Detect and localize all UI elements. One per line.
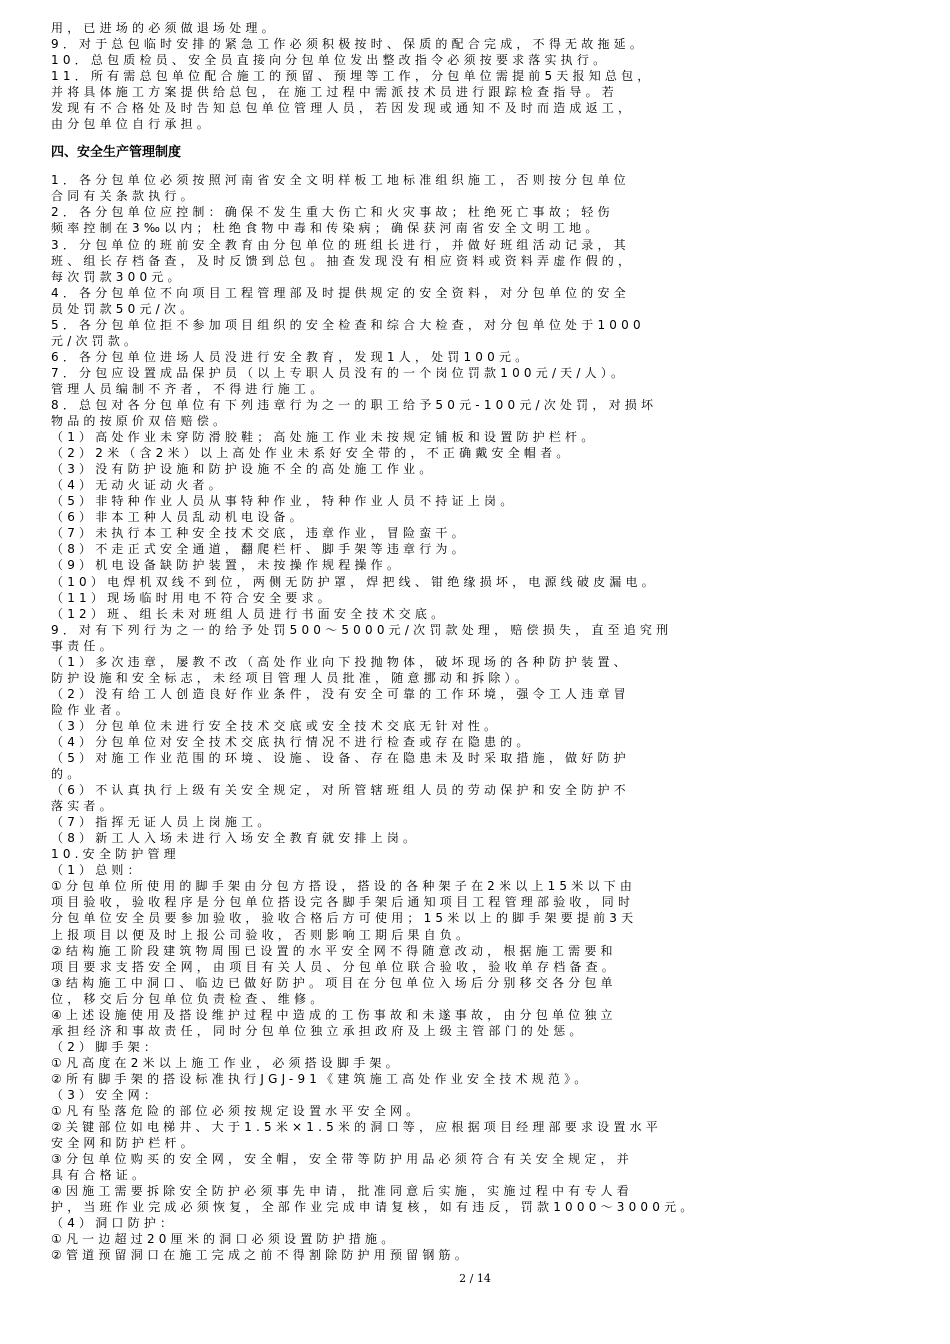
- text-line: （5）对施工作业范围的环境、设施、设备、存在隐患未及时采取措施，做好防护: [51, 751, 630, 766]
- text-line: ④上述设施使用及搭设维护过程中造成的工伤事故和未遂事故，由分包单位独立: [51, 1007, 617, 1022]
- text-line: （3）安全网：: [51, 1088, 161, 1102]
- text-line: 由分包单位自行承担。: [51, 117, 214, 132]
- text-line: 险作业者。: [51, 702, 133, 717]
- text-line: 3．分包单位的班前安全教育由分包单位的班组长进行，并做好班组活动记录，其: [51, 237, 630, 252]
- text-line: 上报项目以便及时上报公司验收，否则影响工期后果自负。: [51, 927, 473, 942]
- text-line: （1）多次违章，屡教不改（高处作业向下投抛物体，破坏现场的各种防护装置、: [51, 654, 630, 669]
- text-line: 8．总包对各分包单位有下列违章行为之一的职工给予50元-100元/次处罚，对损坏: [51, 397, 658, 412]
- text-line: 10.安全防护管理: [51, 847, 180, 862]
- text-line: （6）非本工种人员乱动机电设备。: [51, 510, 306, 525]
- text-line: ②管道预留洞口在施工完成之前不得割除防护用预留钢筋。: [51, 1248, 471, 1263]
- text-line: （5）非特种作业人员从事特种作业，特种作业人员不持证上岗。: [51, 494, 517, 509]
- text-line: 每次罚款300元。: [51, 269, 184, 284]
- text-line: ②所有脚手架的搭设标准执行JGJ-91《建筑施工高处作业安全技术规范》。: [51, 1071, 591, 1086]
- text-line: （4）分包单位对安全技术交底执行情况不进行检查或存在隐患的。: [51, 734, 533, 749]
- text-line: 5．各分包单位拒不参加项目组织的安全检查和综合大检查，对分包单位处于1000: [51, 317, 645, 332]
- text-line: 项目要求支搭安全网，由项目有关人员、分包单位联合验收，验收单存档备查。: [51, 959, 619, 974]
- text-line: 员处罚款50元/次。: [51, 301, 197, 316]
- paragraph-block-main: [51, 172, 899, 1263]
- text-line: 频率控制在3‰以内；杜绝食物中毒和传染病；确保获河南省安全文明工地。: [51, 221, 602, 236]
- text-line: 的。: [51, 767, 84, 782]
- text-line: 防护设施和安全标志，未经项目管理人员批准，随意挪动和拆除）。: [51, 670, 532, 685]
- text-line: 位，移交后分包单位负责检查、维修。: [51, 991, 327, 1006]
- text-line: ②结构施工阶段建筑物周围已设置的水平安全网不得随意改动，根据施工需要和: [51, 943, 617, 958]
- text-line: 承担经济和事故责任，同时分包单位独立承担政府及上级主管部门的处惩。: [51, 1023, 586, 1038]
- text-line: （12）班、组长未对班组人员进行书面安全技术交底。: [51, 606, 448, 621]
- text-line: 安全网和防护栏杆。: [51, 1136, 197, 1151]
- text-line: 分包单位安全员要参加验收，验收合格后方可使用；15米以上的脚手架要提前3天: [51, 911, 638, 926]
- paragraph-block-top: [51, 20, 899, 132]
- text-line: ①凡一边超过20厘米的洞口必须设置防护措施。: [51, 1232, 398, 1247]
- text-line: 管理人员编制不齐者，不得进行施工。: [51, 381, 327, 396]
- section-heading: 四、安全生产管理制度: [51, 145, 182, 161]
- text-line: （7）指挥无证人员上岗施工。: [51, 815, 274, 830]
- text-line: 6．各分包单位进场人员没进行安全教育，发现1人，处罚100元。: [51, 349, 532, 364]
- text-line: （2）2米（含2米）以上高处作业未系好安全带的，不正确戴安全帽者。: [51, 446, 573, 461]
- text-line: ④因施工需要拆除安全防护必须事先申请，批准同意后实施，实施过程中有专人看: [51, 1184, 633, 1199]
- text-line: ①凡有坠落危险的部位必须按规定设置水平安全网。: [51, 1104, 423, 1119]
- text-line: （1）总则：: [51, 863, 144, 878]
- text-line: （8）新工人入场未进行入场安全教育就安排上岗。: [51, 831, 420, 846]
- text-line: 4．各分包单位不向项目工程管理部及时提供规定的安全资料，对分包单位的安全: [51, 285, 630, 300]
- text-line: （8）不走正式安全通道，翻爬栏杆、脚手架等违章行为。: [51, 542, 468, 557]
- text-line: 10．总包质检员、安全员直接向分包单位发出整改指令必须按要求落实执行。: [51, 53, 610, 68]
- text-line: 项目验收，验收程序是分包单位搭设完各脚手架后通知项目工程管理部验收，同时: [51, 895, 635, 910]
- page-number: 2 / 14: [459, 1272, 491, 1285]
- text-line: 合同有关条款执行。: [51, 189, 197, 204]
- text-line: （9）机电设备缺防护装置，未按操作规程操作。: [51, 558, 404, 573]
- text-line: （1）高处作业未穿防滑胶鞋；高处施工作业未按规定铺板和设置防护栏杆。: [51, 430, 598, 445]
- text-line: （4）无动火证动火者。: [51, 478, 225, 493]
- text-line: 班、组长存档备查，及时反馈到总包。抽查发现没有相应资料或资料弄虚作假的，: [51, 253, 635, 268]
- text-line: （2）脚手架：: [51, 1039, 161, 1054]
- text-line: 9．对有下列行为之一的给予处罚500～5000元/次罚款处理，赔偿损失，直至追究刑: [51, 622, 673, 637]
- text-line: ③分包单位购买的安全网，安全帽，安全带等防护用品必须符合有关安全规定，并: [51, 1152, 633, 1167]
- text-line: （2）没有给工人创造良好作业条件，没有安全可靠的工作环境，强令工人违章冒: [51, 686, 630, 701]
- text-line: （3）没有防护设施和防护设施不全的高处施工作业。: [51, 462, 436, 477]
- text-line: 事责任。: [51, 638, 116, 653]
- text-line: 用，已进场的必须做退场处理。: [51, 21, 278, 35]
- text-line: ①分包单位所使用的脚手架由分包方搭设，搭设的各种架子在2米以上15米以下由: [51, 879, 637, 894]
- text-line: （11）现场临时用电不符合安全要求。: [51, 590, 334, 605]
- text-line: （10）电焊机双线不到位，两侧无防护罩，焊把线、钳绝缘损坏，电源线破皮漏电。: [51, 574, 658, 589]
- text-line: 发现有不合格处及时告知总包单位管理人员，若因发现或通知不及时而造成返工，: [51, 101, 635, 116]
- text-line: （7）未执行本工种安全技术交底，违章作业，冒险蛮干。: [51, 526, 468, 541]
- text-line: （6）不认真执行上级有关安全规定，对所管辖班组人员的劳动保护和安全防护不: [51, 783, 630, 798]
- text-line: ③结构施工中洞口、临边已做好防护。项目在分包单位入场后分别移交各分包单: [51, 975, 617, 990]
- text-line: 具有合格证。: [51, 1168, 149, 1183]
- text-line: （3）分包单位未进行安全技术交底或安全技术交底无针对性。: [51, 718, 501, 733]
- text-line: 1．各分包单位必须按照河南省安全文明样板工地标准组织施工，否则按分包单位: [51, 173, 630, 188]
- text-line: 并将具体施工方案提供给总包，在施工过程中需派技术员进行跟踪检查指导。若: [51, 85, 619, 100]
- text-line: 落实者。: [51, 799, 116, 814]
- text-line: 11．所有需总包单位配合施工的预留、预埋等工作，分包单位需提前5天报知总包，: [51, 69, 654, 84]
- text-line: 元/次罚款。: [51, 333, 141, 348]
- text-line: 9．对于总包临时安排的紧急工作必须积极按时、保质的配合完成，不得无故拖延。: [51, 37, 647, 52]
- text-line: ②关键部位如电梯井、大于1.5米×1.5米的洞口等，应根据项目经理部要求设置水平: [51, 1120, 662, 1135]
- text-line: （4）洞口防护：: [51, 1216, 177, 1231]
- document-page: [51, 20, 899, 1264]
- text-line: 7．分包应设置成品保护员（以上专职人员没有的一个岗位罚款100元/天/人）。: [51, 365, 628, 380]
- text-line: 2．各分包单位应控制：确保不发生重大伤亡和火灾事故；杜绝死亡事故；轻伤: [51, 205, 614, 220]
- text-line: ①凡高度在2米以上施工作业，必须搭设脚手架。: [51, 1055, 402, 1070]
- text-line: 物品的按原价双倍赔偿。: [51, 414, 230, 429]
- text-line: 护，当班作业完成必须恢复，全部作业完成申请复核，如有违反，罚款1000～3000元。: [51, 1200, 697, 1215]
